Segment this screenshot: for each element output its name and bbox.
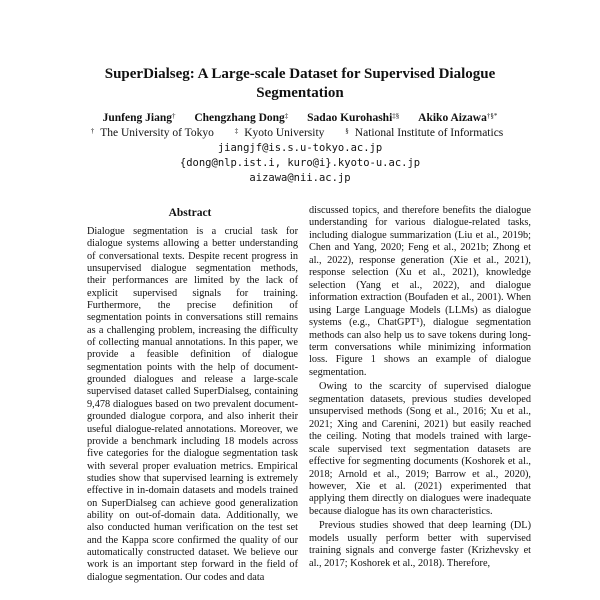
author	[418, 112, 497, 124]
author-mark: †§*	[486, 112, 498, 120]
affiliation	[91, 127, 220, 139]
email-line: aizawa@nii.ac.jp	[249, 172, 351, 184]
abstract-heading: Abstract	[168, 207, 212, 219]
body-paragraph: Previous studies showed that deep learning (DL) models usually perform better with supervised training signals and converge faster (Krizhevsky et al., 2017; Koshorek et al., 2018). Therefore,	[309, 520, 531, 569]
affiliation-name: Kyoto University	[244, 127, 325, 139]
paper-title: SuperDialseg: A Large-scale Dataset for Supervised Dialogue Segmentation	[104, 66, 496, 101]
author	[194, 112, 288, 124]
email-line: jiangjf@is.s.u-tokyo.ac.jp	[217, 142, 383, 154]
affiliation-name: The University of Tokyo	[100, 127, 214, 139]
abstract-text: Dialogue segmentation is a crucial task for dialogue systems allowing a better understanding of conversational texts. Despite recent progress in unsupervised dialogue segmentation methods, their performances are limited by the lack of explicit supervised signals for training. Furthermore, the precise definition of segmentation points in conversations still remains as a challenging problem, increasing the difficulty of collecting manual annotations. In this paper, we provide a feasible definition of dialogue segmentation points with the help of document-grounded dialogues and release a large-scale supervised dataset called SuperDialseg, containing 9,478 dialogues based on two prevalent document-grounded dialogue corpora, and also inherit their useful dialogue-related annotations. Moreover, we provide a benchmark including 18 models across five categories for the dialogue segmentation task with several proper evaluation metrics. Empirical studies show that supervised learning is extremely effective in in-domain datasets and models trained on SuperDialseg can achieve good generalization ability on out-of-domain data. Additionally, we also conducted human verification on the test set and the Kappa score confirmed the quality of our automatically constructed dataset. We believe our work is an important step forward in the field of dialogue segmentation. Our codes and data	[87, 226, 298, 583]
affiliation-mark: †	[90, 127, 95, 135]
author-name: Akiko Aizawa	[418, 112, 487, 124]
affiliation-name: National Institute of Informatics	[354, 127, 504, 139]
author	[103, 112, 176, 124]
author-name: Chengzhang Dong	[194, 112, 285, 124]
author-mark: †	[171, 112, 176, 120]
body-paragraph: discussed topics, and therefore benefits the dialogue understanding for various dialogue-related tasks, including dialogue summarization (Liu et al., 2019b; Chen and Yang, 2020; Feng et al., 2021b; Zhong et al., 2022), response generation (Xie et al., 2021), response selection (Xu et al., 2021), knowledge selection (Yang et al., 2022), and dialogue information extraction (Boufaden et al., 2001). When using Large Language Models (LLMs) as dialogue systems (e.g., ChatGPT¹), dialogue segmentation methods can also help us to save tokens during long-term conversations while minimizing information loss. Figure 1 shows an example of dialogue segmentation.	[309, 205, 531, 378]
body-paragraph: Owing to the scarcity of supervised dialogue segmentation datasets, previous studies developed unsupervised methods (Song et al., 2016; Xu et al., 2021; Xing and Carenini, 2021) but easily reached the ceiling. Noting that models trained with large-scale supervised text segmentation datasets are effective for segmenting documents (Koshorek et al., 2018; Arnold et al., 2019; Barrow et al., 2020), however, Xie et al. (2021) experimented that applying them directly on dialogues were inadequate because dialogue has its own characteristics.	[309, 381, 531, 517]
email-line: {dong@nlp.ist.i, kuro@i}.kyoto-u.ac.jp	[179, 157, 421, 169]
affiliation	[235, 127, 331, 139]
author-name: Junfeng Jiang	[102, 112, 172, 124]
intro-column	[309, 205, 531, 570]
author-mark: ‡	[284, 112, 289, 120]
author-list	[40, 111, 560, 125]
affiliation	[345, 127, 509, 139]
affiliation-mark: §	[345, 127, 349, 135]
author-name: Sadao Kurohashi	[307, 112, 393, 124]
affiliation-list	[40, 126, 560, 140]
author	[307, 112, 399, 124]
affiliation-mark: ‡	[234, 127, 239, 135]
author-mark: ‡§	[392, 112, 400, 120]
